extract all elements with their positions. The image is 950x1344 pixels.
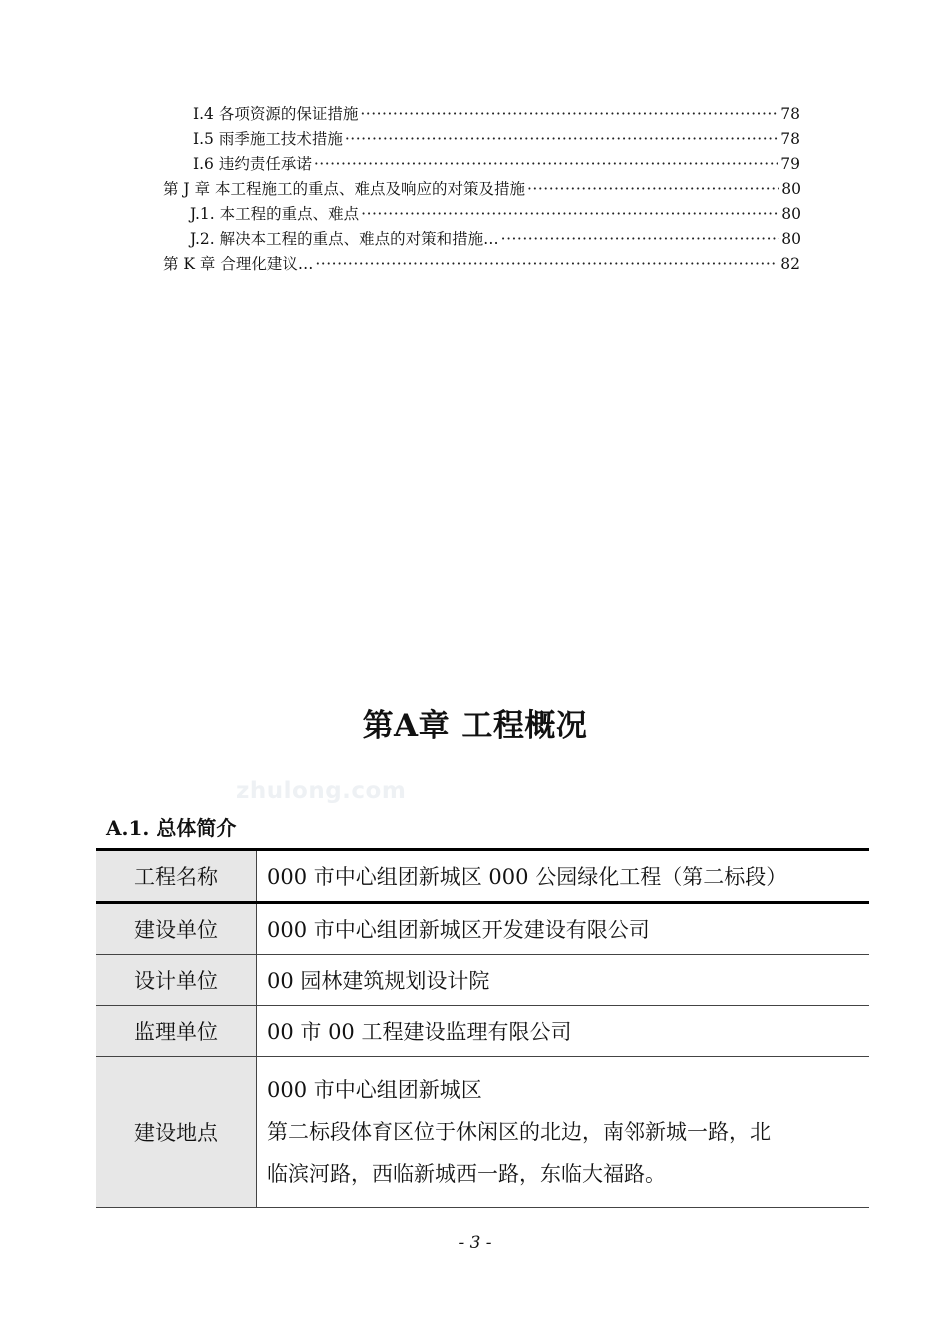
toc-leader-dots [315, 252, 778, 276]
toc-leader-dots [314, 152, 778, 176]
table-value-cell: 00 市 00 工程建设监理有限公司 [257, 1006, 870, 1057]
toc-entry-label: 第 K 章 合理化建议… [163, 255, 314, 273]
toc-leader-dots [345, 127, 778, 151]
toc-leader-dots [361, 202, 779, 226]
table-row [96, 850, 869, 903]
table-key-cell: 设计单位 [96, 955, 257, 1006]
table-key-cell: 工程名称 [96, 850, 257, 903]
toc-entry[interactable] [193, 152, 800, 176]
toc-entry[interactable] [193, 127, 800, 151]
address-line: 000 市中心组团新城区 [267, 1078, 482, 1102]
toc-entry[interactable] [193, 102, 800, 126]
toc-entry-page: 80 [781, 180, 801, 198]
table-value-cell [257, 1057, 870, 1208]
toc-entry[interactable] [190, 202, 801, 226]
table-row [96, 1006, 869, 1057]
toc-leader-dots [527, 177, 779, 201]
toc-entry-page: 82 [780, 255, 800, 273]
table-row [96, 1057, 869, 1208]
toc-entry-label: J.2. 解决本工程的重点、难点的对策和措施… [190, 230, 499, 248]
table-value-cell: 00 园林建筑规划设计院 [257, 955, 870, 1006]
toc-entry-page: 80 [781, 205, 801, 223]
address-line: 临滨河路，西临新城西一路，东临大福路。 [267, 1162, 666, 1186]
table-value-cell: 000 市中心组团新城区 000 公园绿化工程（第二标段） [257, 850, 870, 903]
table-key-cell: 建设地点 [96, 1057, 257, 1208]
table-row [96, 903, 869, 955]
toc-entry-page: 78 [780, 130, 800, 148]
toc-entry-label: J.1. 本工程的重点、难点 [190, 205, 360, 223]
chapter-title: 第A章 工程概况 [362, 708, 588, 744]
toc-entry[interactable] [163, 177, 801, 201]
toc-entry-label: I.4 各项资源的保证措施 [193, 105, 359, 123]
address-line: 第二标段体育区位于休闲区的北边，南邻新城一路，北 [267, 1120, 771, 1144]
toc-entry-page: 79 [780, 155, 800, 173]
table-key-cell: 建设单位 [96, 903, 257, 955]
toc-entry-label: 第 J 章 本工程施工的重点、难点及响应的对策及措施 [163, 180, 525, 198]
toc-entry[interactable] [190, 227, 801, 251]
project-info-table [96, 848, 869, 1208]
toc-entry-page: 80 [781, 230, 801, 248]
section-title: A.1. 总体简介 [106, 816, 237, 840]
table-key-cell: 监理单位 [96, 1006, 257, 1057]
watermark: zhulong.com [236, 778, 407, 804]
toc-leader-dots [501, 227, 780, 251]
toc-entry-label: I.6 违约责任承诺 [193, 155, 312, 173]
toc-entry-page: 78 [780, 105, 800, 123]
toc-entry-label: I.5 雨季施工技术措施 [193, 130, 343, 148]
table-value-cell: 000 市中心组团新城区开发建设有限公司 [257, 903, 870, 955]
page-number: - 3 - [458, 1233, 492, 1253]
toc-leader-dots [360, 102, 778, 126]
toc-entry[interactable] [163, 252, 800, 276]
table-row [96, 955, 869, 1006]
